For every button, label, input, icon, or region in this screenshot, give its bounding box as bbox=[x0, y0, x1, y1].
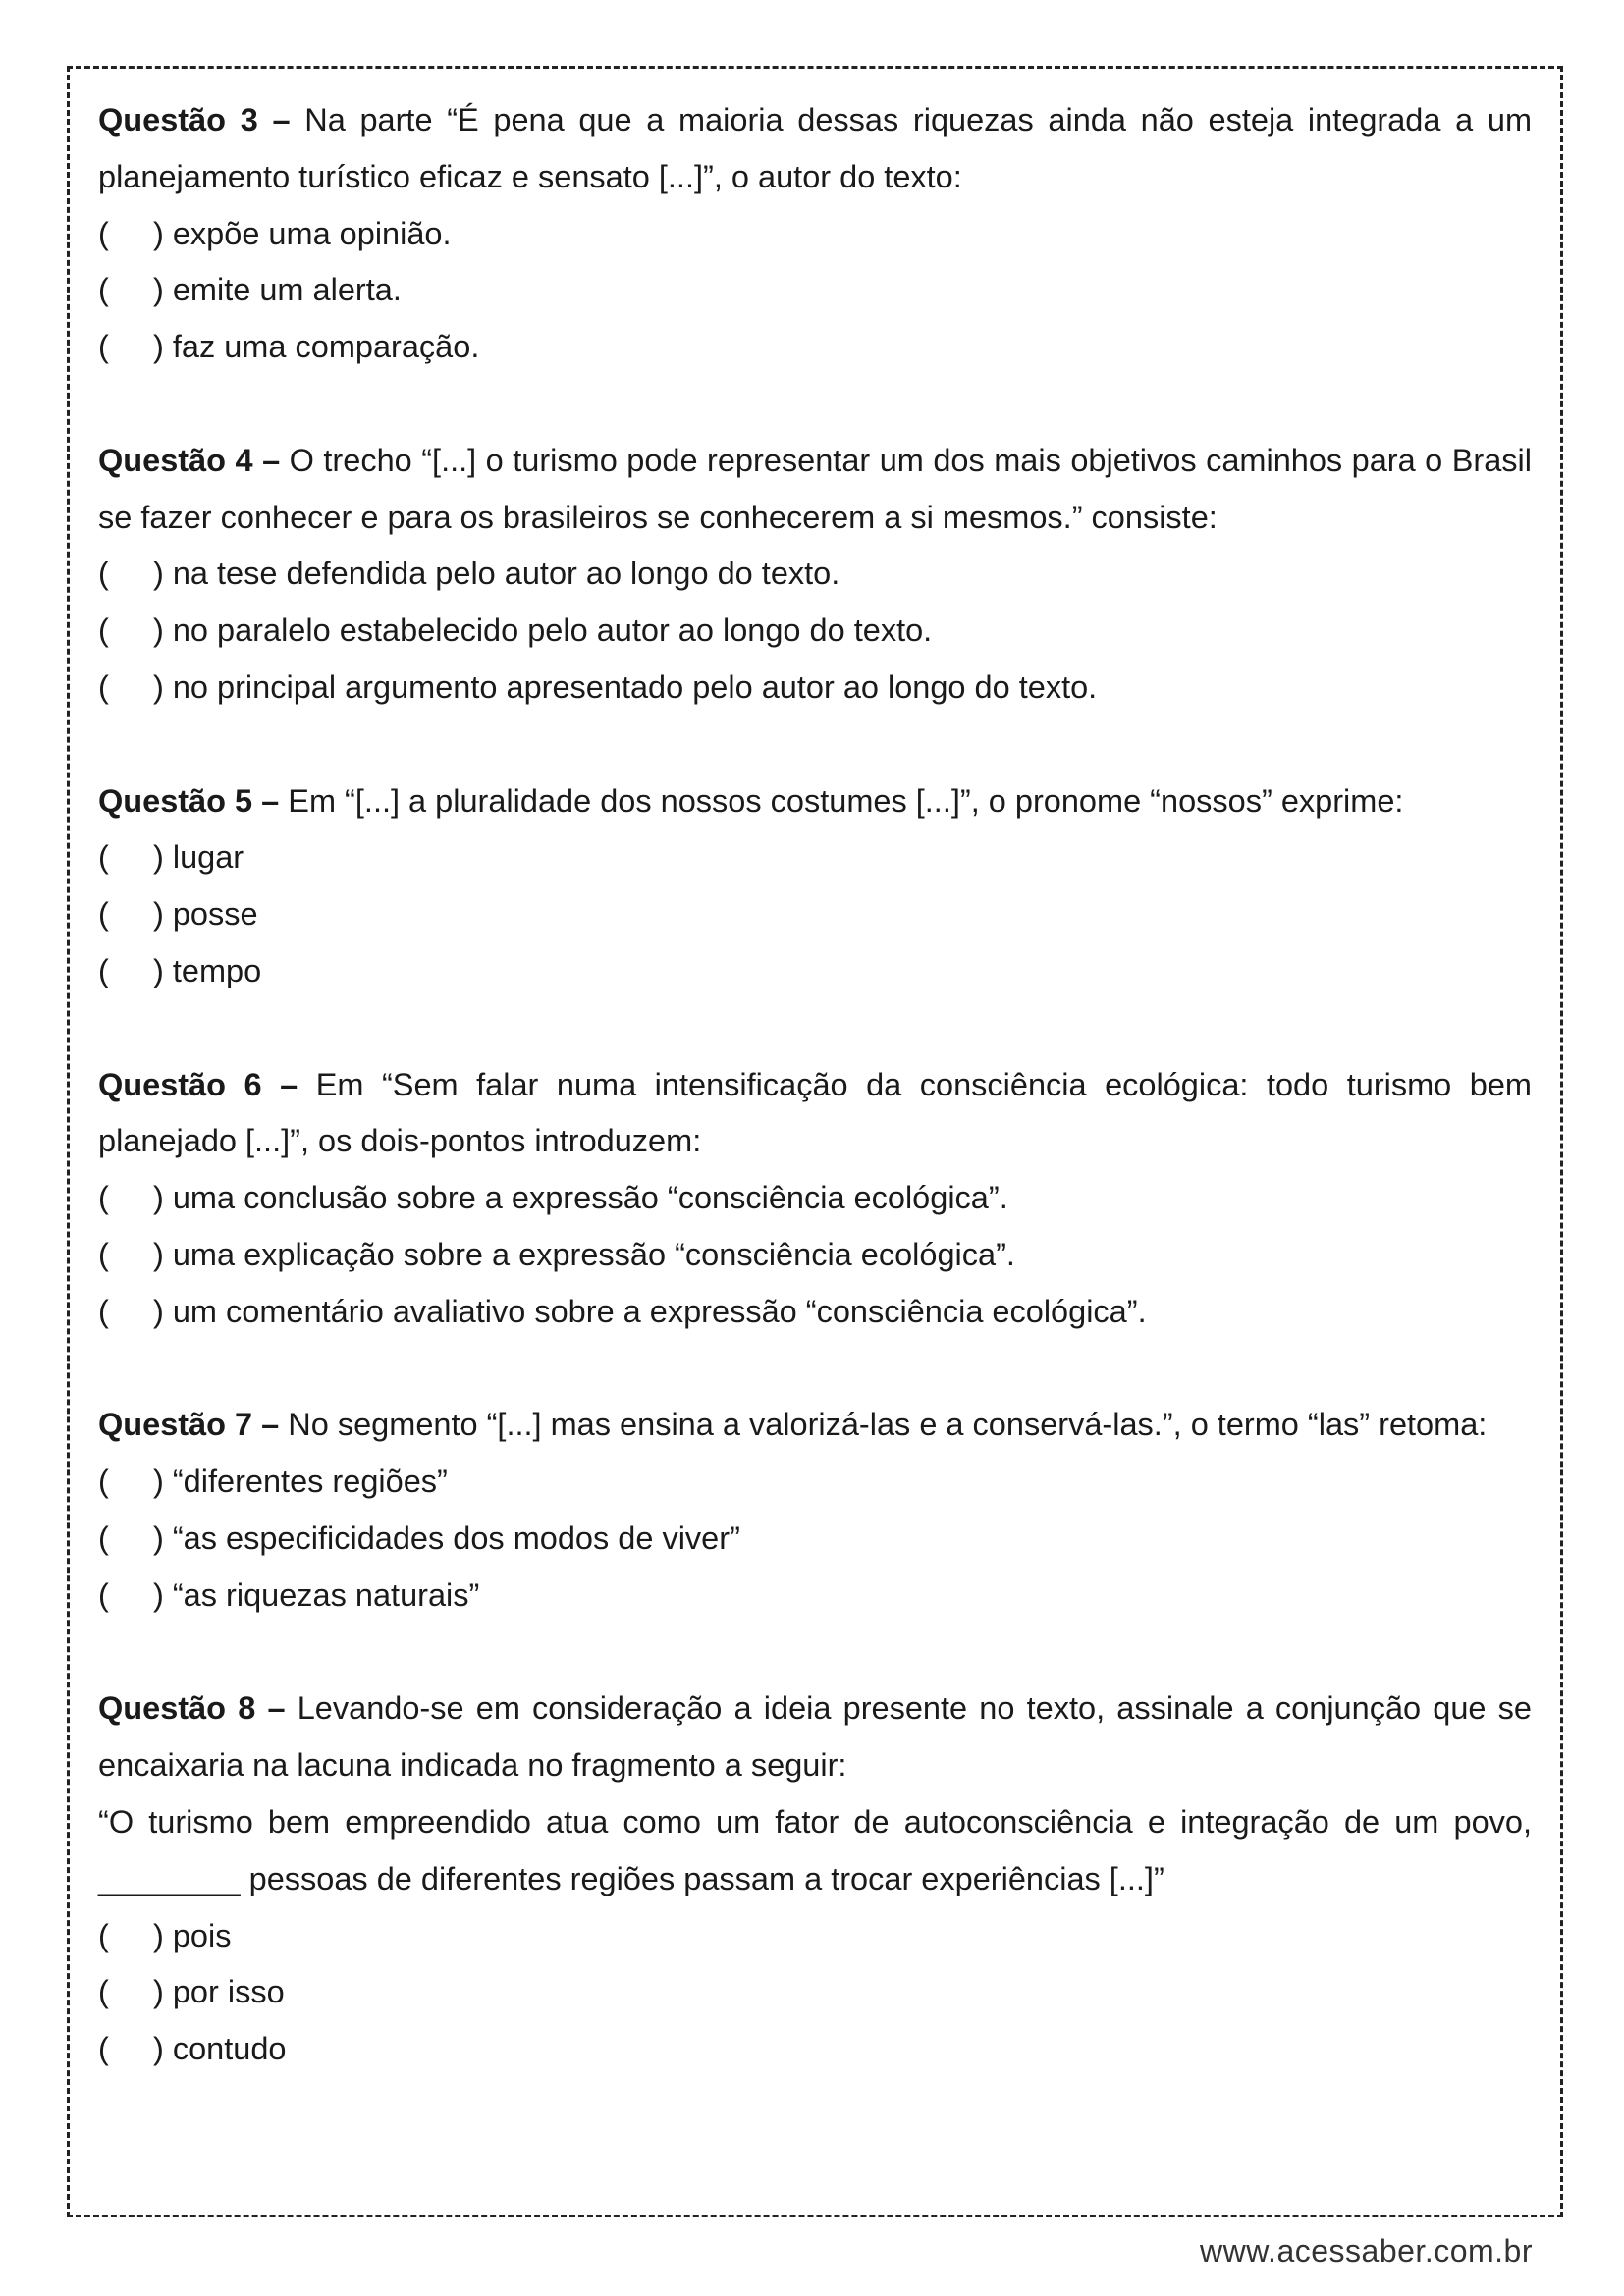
question-3-text: Na parte “É pena que a maioria dessas riquezas ainda não esteja integrada a um planejamento turístico eficaz e sensato [...]”, o autor do texto: bbox=[98, 102, 1533, 194]
answer-checkbox[interactable]: ( bbox=[98, 952, 109, 988]
answer-checkbox[interactable]: ( bbox=[98, 1917, 109, 1953]
question-5-text: Em “[...] a pluralidade dos nossos costumes [...]”, o pronome “nossos” exprime: bbox=[288, 782, 1404, 819]
question-8-title: Questão 8 – bbox=[98, 1690, 286, 1727]
option-text: ) no principal argumento apresentado pelo autor ao longo do texto. bbox=[153, 668, 1098, 705]
answer-checkbox[interactable]: ( bbox=[98, 1576, 109, 1613]
question-8-text: Levando-se em consideração a ideia presente no texto, assinale a conjunção que se encaixaria na lacuna indicada no fragmento a seguir: bbox=[98, 1690, 1533, 1784]
option-text: ) pois bbox=[153, 1917, 232, 1953]
question-8-option-3[interactable] bbox=[98, 2021, 1532, 2078]
question-6-text: Em “Sem falar numa intensificação da consciência ecológica: todo turismo bem planejado [...]”, os dois-pontos introduzem: bbox=[98, 1066, 1532, 1159]
question-7-option-2[interactable] bbox=[98, 1511, 1532, 1568]
option-text: ) “as riquezas naturais” bbox=[153, 1576, 480, 1613]
question-8-quote: “O turismo bem empreendido atua como um fator de autoconsciência e integração de um povo, ________ pessoas de diferentes regiões passam a trocar experiências [...]” bbox=[98, 1803, 1532, 1896]
answer-checkbox[interactable]: ( bbox=[98, 1464, 109, 1500]
question-5-title: Questão 5 – bbox=[98, 782, 280, 819]
option-text: ) “as especificidades dos modos de viver” bbox=[153, 1520, 740, 1556]
answer-checkbox[interactable]: ( bbox=[98, 668, 109, 705]
question-3-statement bbox=[98, 92, 1532, 206]
question-5-option-2[interactable] bbox=[98, 886, 1532, 943]
option-text: ) posse bbox=[153, 896, 258, 933]
question-3-option-2[interactable] bbox=[98, 262, 1532, 319]
answer-checkbox[interactable]: ( bbox=[98, 2031, 109, 2067]
question-6-option-3[interactable] bbox=[98, 1284, 1532, 1341]
question-3 bbox=[98, 92, 1532, 376]
question-5 bbox=[98, 774, 1532, 1000]
question-8 bbox=[98, 1681, 1532, 2078]
question-7-statement bbox=[98, 1397, 1532, 1454]
option-text: ) faz uma comparação. bbox=[153, 329, 480, 365]
option-text: ) “diferentes regiões” bbox=[153, 1464, 448, 1500]
question-4 bbox=[98, 433, 1532, 717]
answer-checkbox[interactable]: ( bbox=[98, 1293, 109, 1329]
question-8-option-1[interactable] bbox=[98, 1908, 1532, 1965]
question-6-statement bbox=[98, 1057, 1532, 1171]
question-4-text: O trecho “[...] o turismo pode representar um dos mais objetivos caminhos para o Brasil se fazer conhecer e para os brasileiros se conhecerem a si mesmos.” consiste: bbox=[98, 442, 1532, 535]
question-5-statement bbox=[98, 774, 1532, 830]
question-6-title: Questão 6 – bbox=[98, 1066, 298, 1102]
question-8-option-2[interactable] bbox=[98, 1964, 1532, 2021]
question-7-text: No segmento “[...] mas ensina a valorizá-las e a conservá-las.”, o termo “las” retoma: bbox=[288, 1407, 1488, 1443]
answer-checkbox[interactable]: ( bbox=[98, 329, 109, 365]
question-3-option-3[interactable] bbox=[98, 319, 1532, 376]
option-text: ) na tese defendida pelo autor ao longo do texto. bbox=[153, 556, 840, 592]
question-3-title: Questão 3 – bbox=[98, 102, 291, 137]
footer-website[interactable]: www.acessaber.com.br bbox=[1199, 2233, 1533, 2269]
answer-checkbox[interactable]: ( bbox=[98, 839, 109, 876]
question-7 bbox=[98, 1397, 1532, 1624]
option-text: ) um comentário avaliativo sobre a expressão “consciência ecológica”. bbox=[153, 1293, 1147, 1329]
option-text: ) uma conclusão sobre a expressão “consciência ecológica”. bbox=[153, 1180, 1008, 1216]
answer-checkbox[interactable]: ( bbox=[98, 1520, 109, 1556]
option-text: ) por isso bbox=[153, 1974, 285, 2010]
question-6 bbox=[98, 1057, 1532, 1341]
question-4-option-1[interactable] bbox=[98, 546, 1532, 603]
question-7-option-3[interactable] bbox=[98, 1568, 1532, 1625]
question-5-option-1[interactable] bbox=[98, 829, 1532, 886]
question-5-option-3[interactable] bbox=[98, 943, 1532, 1000]
question-3-option-1[interactable] bbox=[98, 206, 1532, 263]
question-6-option-2[interactable] bbox=[98, 1227, 1532, 1284]
question-4-statement bbox=[98, 433, 1532, 547]
answer-checkbox[interactable]: ( bbox=[98, 272, 109, 308]
question-6-option-1[interactable] bbox=[98, 1170, 1532, 1227]
answer-checkbox[interactable]: ( bbox=[98, 896, 109, 933]
question-4-option-3[interactable] bbox=[98, 660, 1532, 717]
question-7-option-1[interactable] bbox=[98, 1454, 1532, 1511]
option-text: ) lugar bbox=[153, 839, 244, 876]
answer-checkbox[interactable]: ( bbox=[98, 1974, 109, 2010]
question-4-title: Questão 4 – bbox=[98, 442, 281, 478]
question-8-statement bbox=[98, 1681, 1532, 1794]
option-text: ) no paralelo estabelecido pelo autor ao longo do texto. bbox=[153, 613, 933, 649]
option-text: ) uma explicação sobre a expressão “consciência ecológica”. bbox=[153, 1236, 1015, 1272]
answer-checkbox[interactable]: ( bbox=[98, 613, 109, 649]
question-7-title: Questão 7 – bbox=[98, 1407, 280, 1443]
question-4-option-2[interactable] bbox=[98, 603, 1532, 660]
answer-checkbox[interactable]: ( bbox=[98, 215, 109, 251]
option-text: ) emite um alerta. bbox=[153, 272, 402, 308]
option-text: ) tempo bbox=[153, 952, 262, 988]
answer-checkbox[interactable]: ( bbox=[98, 556, 109, 592]
answer-checkbox[interactable]: ( bbox=[98, 1236, 109, 1272]
option-text: ) contudo bbox=[153, 2031, 287, 2067]
option-text: ) expõe uma opinião. bbox=[153, 215, 452, 251]
answer-checkbox[interactable]: ( bbox=[98, 1180, 109, 1216]
worksheet-content bbox=[98, 92, 1532, 2135]
